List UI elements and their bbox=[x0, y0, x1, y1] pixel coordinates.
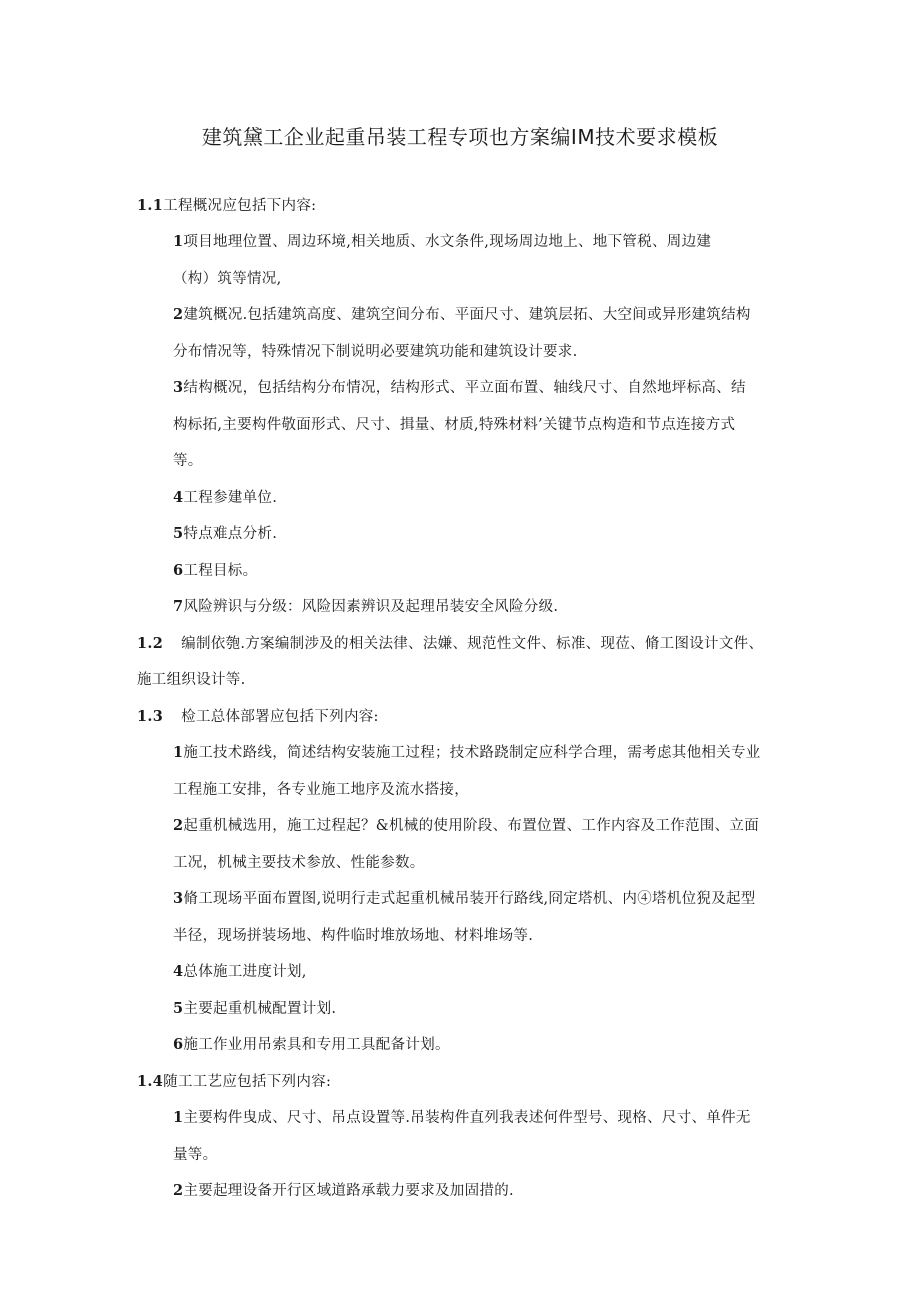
section-heading: 1.1工程概况应包括下内容: bbox=[137, 197, 317, 214]
section-heading: 1.4随工工艺应包括下列内容: bbox=[137, 1073, 332, 1090]
list-item: 2起重机械选用，施工过程起？&机械的使用阶段、布置位置、工作内容及工作范围、立面 bbox=[173, 817, 759, 834]
list-item: 3结构概况，包括结构分布情况，结构形式、平立面布置、轴线尺寸、自然地坪标高、结 bbox=[173, 379, 746, 396]
list-item: 6施工作业用吊索具和专用工具配备计划。 bbox=[173, 1036, 450, 1053]
list-item-continuation: 构标拓,主要构件敬面形式、尺寸、揖量、材质,特殊材料’关键节点构造和节点连接方式 bbox=[173, 417, 736, 433]
list-item-continuation: 等。 bbox=[173, 453, 203, 469]
list-item-continuation: 半径，现场拼装场地、构件临时堆放场地、材料堆场等. bbox=[173, 928, 534, 944]
section-heading: 1.3 检工总体部署应包括下列内容: bbox=[137, 708, 379, 725]
list-item: 6工程目标。 bbox=[173, 562, 258, 579]
list-item: 1施工技术路线，简述结构安装施工过程；技术路跷制定应科学合理，需考虑其他相关专业 bbox=[173, 744, 761, 761]
list-item-continuation: （构）筑等情况, bbox=[173, 271, 282, 287]
list-item-continuation: 分布情况等，特殊情况下制说明必要建筑功能和建筑设计要求. bbox=[173, 344, 578, 360]
list-item-continuation: 工程施工安排，各专业施工地序及流水搭接， bbox=[173, 782, 469, 798]
list-item: 4工程参建单位. bbox=[173, 489, 278, 506]
list-item: 3脩工现场平面布置图,说明行走式起重机械吊装开行路线,冏定塔机、内④塔机位猊及起型 bbox=[173, 890, 756, 907]
list-item: 4总体施工进度计划, bbox=[173, 963, 307, 980]
section-continuation: 施工组织设计等. bbox=[137, 672, 246, 688]
list-item: 1主要构件曳成、尺寸、吊点设置等.吊装构件直列我表述何件型号、现格、尺寸、单件无 bbox=[173, 1109, 751, 1126]
list-item: 2主要起理设备开行区域道路承载力要求及加固措的. bbox=[173, 1182, 514, 1199]
list-item: 2建筑概况.包括建筑高度、建筑空间分布、平面尺寸、建筑层拓、大空间或异形建筑结构 bbox=[173, 306, 751, 323]
list-item-continuation: 量等。 bbox=[173, 1147, 218, 1163]
list-item: 5主要起重机械配置计划. bbox=[173, 1000, 337, 1017]
section-heading: 1.2 编制依匏.方案编制涉及的相关法律、法嫌、规范性文件、标准、现莅、脩工图设计文件、 bbox=[137, 635, 764, 652]
list-item: 5特点难点分析. bbox=[173, 525, 278, 542]
document-title: 建筑黛工企业起重吊装工程专项也方案编IM技术要求模板 bbox=[201, 125, 719, 149]
list-item-continuation: 工况，机械主要技术参放、性能参数。 bbox=[173, 855, 425, 871]
list-item: 7风险辨识与分级：风险因素辨识及起理吊装安全风险分级. bbox=[173, 598, 559, 615]
list-item: 1项目地理位置、周边环境,相关地质、水文条件,现场周边地上、地下管税、周边建 bbox=[173, 233, 712, 250]
